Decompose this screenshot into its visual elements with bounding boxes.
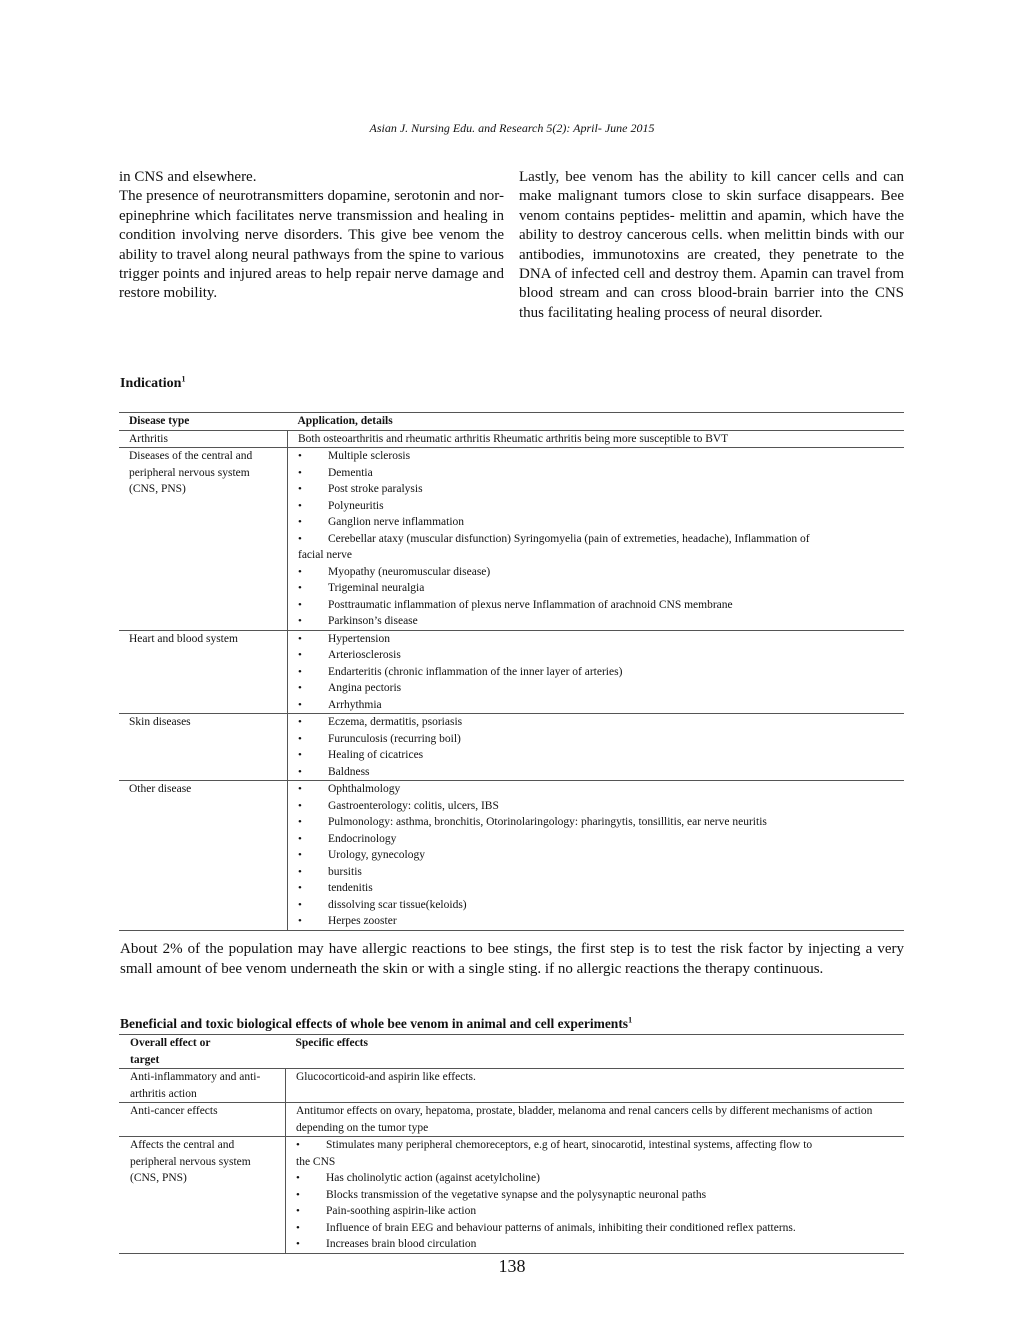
left-column bbox=[119, 168, 504, 304]
effects-list bbox=[296, 1170, 904, 1253]
column-header-overall-effect bbox=[119, 1035, 286, 1069]
effects-table-reference: 1 bbox=[628, 1015, 633, 1025]
list-item: • Endocrinology bbox=[298, 831, 904, 848]
indication-heading bbox=[120, 376, 185, 392]
indication-heading-text: Indication bbox=[120, 376, 182, 391]
indication-reference: 1 bbox=[181, 374, 186, 384]
list-item: • Arteriosclerosis bbox=[298, 647, 904, 664]
page-number: 138 bbox=[498, 1256, 526, 1276]
indication-table bbox=[119, 412, 904, 931]
list-item: • Urology, gynecology bbox=[298, 847, 904, 864]
list-item: • Post stroke paralysis bbox=[298, 481, 904, 498]
table-row bbox=[119, 430, 904, 448]
column-header-application: Application, details bbox=[288, 413, 905, 431]
list-item: • Ophthalmology bbox=[298, 781, 904, 798]
list-item: • Polyneuritis bbox=[298, 498, 904, 515]
list-item: • Furunculosis (recurring boil) bbox=[298, 731, 904, 748]
application-cell bbox=[288, 714, 905, 781]
journal-header: Asian J. Nursing Edu. and Research 5(2): April- June 2015 bbox=[369, 121, 655, 135]
effects-table bbox=[119, 1034, 904, 1254]
table-row bbox=[119, 781, 904, 931]
disease-type-text: Diseases of the central and peripheral nervous system (CNS, PNS) bbox=[129, 450, 253, 495]
list-item: • Dementia bbox=[298, 465, 904, 482]
disease-type-cell: Arthritis bbox=[119, 430, 288, 448]
list-item: • Multiple sclerosis bbox=[298, 448, 904, 465]
list-item: • Pulmonology: asthma, bronchitis, Otorinolaringology: pharingytis, tonsillitis, ear nerve neuritis bbox=[298, 814, 904, 831]
application-cell bbox=[288, 448, 905, 631]
specific-effects-cell: Antitumor effects on ovary, hepatoma, prostate, bladder, melanoma and renal cancers cells by different mechanisms of action depending on the tumor type bbox=[286, 1103, 905, 1137]
table-row bbox=[119, 448, 904, 631]
list-item: • Angina pectoris bbox=[298, 680, 904, 697]
list-item: • Eczema, dermatitis, psoriasis bbox=[298, 714, 904, 731]
list-item: • Parkinson’s disease bbox=[298, 613, 904, 630]
application-list bbox=[298, 714, 904, 780]
disease-type-cell: Heart and blood system bbox=[119, 630, 288, 714]
list-item: • Has cholinolytic action (against acetylcholine) bbox=[296, 1170, 904, 1187]
disease-type-cell: Other disease bbox=[119, 781, 288, 931]
list-item: • tendenitis bbox=[298, 880, 904, 897]
table-header-row bbox=[119, 1035, 904, 1069]
list-item: • Stimulates many peripheral chemoreceptors, e.g of heart, sinocarotid, intestinal systems, affecting flow to bbox=[296, 1137, 904, 1154]
list-item: • Trigeminal neuralgia bbox=[298, 580, 904, 597]
table-row bbox=[119, 1103, 904, 1137]
left-paragraph-2: The presence of neurotransmitters dopamine, serotonin and nor-epinephrine which facilitates nerve transmission and healing in condition involving nerve disorders. This give bee venom the ability to travel along neural pathways from the spine to various trigger points and injured areas to help repair nerve damage and restore mobility. bbox=[119, 188, 504, 302]
effect-target-cell bbox=[119, 1137, 286, 1254]
list-item: • Gastroenterology: colitis, ulcers, IBS bbox=[298, 798, 904, 815]
effects-table-heading bbox=[120, 1016, 632, 1032]
disease-type-cell bbox=[119, 448, 288, 631]
list-item: • Increases brain blood circulation bbox=[296, 1236, 904, 1253]
application-list bbox=[298, 564, 904, 630]
effects-list bbox=[296, 1137, 904, 1154]
application-list bbox=[298, 448, 904, 547]
list-item: • Ganglion nerve inflammation bbox=[298, 514, 904, 531]
allergy-paragraph: About 2% of the population may have allergic reactions to bee stings, the first step is to test the risk factor by injecting a very small amount of bee venom underneath the skin or with a single sting. if no allergic reactions the therapy continuous. bbox=[120, 941, 904, 977]
disease-type-cell: Skin diseases bbox=[119, 714, 288, 781]
application-list bbox=[298, 631, 904, 714]
list-item: • Hypertension bbox=[298, 631, 904, 648]
application-cell: Both osteoarthritis and rheumatic arthritis Rheumatic arthritis being more susceptible to BVT bbox=[298, 432, 729, 445]
right-paragraph-1: Lastly, bee venom has the ability to kill cancer cells and can make malignant tumors close to skin surface disappears. Bee venom contains peptides- melittin and apamin, which have the ability to destroy cancerous cells. when melittin binds with our antibodies, immunotoxins are created, they penetrate to the DNA of infected cell and destroy them. Apamin can travel from blood stream and can cross blood-brain barrier into the CNS thus facilitating healing process of neural disorder. bbox=[519, 169, 904, 321]
list-item: • Posttraumatic inflammation of plexus nerve Inflammation of arachnoid CNS membrane bbox=[298, 597, 904, 614]
application-cell bbox=[288, 630, 905, 714]
right-column bbox=[519, 168, 904, 323]
list-item: • Healing of cicatrices bbox=[298, 747, 904, 764]
table-row bbox=[119, 1137, 904, 1254]
left-paragraph-1: in CNS and elsewhere. bbox=[119, 169, 257, 185]
list-item: • Myopathy (neuromuscular disease) bbox=[298, 564, 904, 581]
effect-target-cell bbox=[119, 1069, 286, 1103]
effect-target-text: Affects the central and peripheral nervous system (CNS, PNS) bbox=[130, 1139, 251, 1184]
effect-target-cell: Anti-cancer effects bbox=[119, 1103, 286, 1137]
list-item: • Baldness bbox=[298, 764, 904, 781]
list-item: • Pain-soothing aspirin-like action bbox=[296, 1203, 904, 1220]
list-item: • Cerebellar ataxy (muscular disfunction) Syringomyelia (pain of extremeties, headache), Inflammation of bbox=[298, 531, 904, 548]
list-item-continuation: the CNS bbox=[296, 1155, 336, 1168]
list-item: • dissolving scar tissue(keloids) bbox=[298, 897, 904, 914]
effect-target-text: Anti-inflammatory and anti- arthritis action bbox=[130, 1071, 261, 1100]
list-item: • Herpes zooster bbox=[298, 913, 904, 930]
application-cell bbox=[288, 781, 905, 931]
specific-effects-cell bbox=[286, 1137, 905, 1254]
list-item: • Influence of brain EEG and behaviour patterns of animals, inhibiting their conditioned reflex patterns. bbox=[296, 1220, 904, 1237]
table-row bbox=[119, 1069, 904, 1103]
list-item-continuation: facial nerve bbox=[298, 549, 352, 561]
column-header-overall-effect-text: Overall effect or target bbox=[130, 1037, 211, 1066]
list-item: • bursitis bbox=[298, 864, 904, 881]
list-item: • Arrhythmia bbox=[298, 697, 904, 714]
specific-effects-cell: Glucocorticoid-and aspirin like effects. bbox=[296, 1071, 476, 1083]
table-row bbox=[119, 714, 904, 781]
table-row bbox=[119, 630, 904, 714]
table-header-row bbox=[119, 413, 904, 431]
application-list bbox=[298, 781, 904, 930]
list-item: • Blocks transmission of the vegetative synapse and the polysynaptic neuronal paths bbox=[296, 1187, 904, 1204]
column-header-disease-type: Disease type bbox=[119, 413, 288, 431]
effects-table-heading-text: Beneficial and toxic biological effects of whole bee venom in animal and cell experiments bbox=[120, 1016, 629, 1031]
column-header-specific-effects: Specific effects bbox=[286, 1035, 905, 1069]
list-item: • Endarteritis (chronic inflammation of the inner layer of arteries) bbox=[298, 664, 904, 681]
